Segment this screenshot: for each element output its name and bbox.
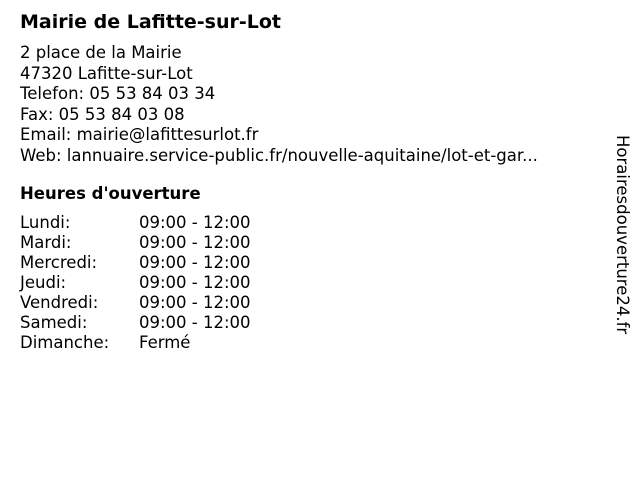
day-label: Samedi: — [20, 313, 88, 332]
day-label: Lundi: — [20, 213, 71, 232]
day-hours: 09:00 - 12:00 — [139, 233, 251, 252]
opening-hours-heading: Heures d'ouverture — [20, 184, 201, 203]
address-line-2: 47320 Lafitte-sur-Lot — [20, 63, 193, 83]
day-label: Vendredi: — [20, 293, 99, 312]
day-hours: 09:00 - 12:00 — [139, 213, 251, 232]
contact-block — [20, 43, 538, 166]
day-hours: 09:00 - 12:00 — [139, 313, 251, 332]
website-url: Web: lannuaire.service-public.fr/nouvelle-aquitaine/lot-et-gar... — [20, 145, 538, 165]
day-label: Mercredi: — [20, 253, 98, 272]
day-hours: 09:00 - 12:00 — [139, 293, 251, 312]
day-hours: Fermé — [139, 333, 191, 352]
day-label: Jeudi: — [20, 273, 67, 292]
day-label: Mardi: — [20, 233, 72, 252]
phone-number: Telefon: 05 53 84 03 34 — [20, 84, 216, 103]
address-line-1: 2 place de la Mairie — [20, 43, 182, 62]
day-label: Dimanche: — [20, 333, 110, 352]
site-watermark: Horairesdouverture24.fr — [613, 135, 632, 335]
business-name: Mairie de Lafitte-sur-Lot — [20, 11, 282, 33]
email-address: Email: mairie@lafittesurlot.fr — [20, 125, 259, 144]
day-hours: 09:00 - 12:00 — [139, 273, 251, 292]
fax-number: Fax: 05 53 84 03 08 — [20, 104, 185, 124]
day-hours: 09:00 - 12:00 — [139, 253, 251, 272]
